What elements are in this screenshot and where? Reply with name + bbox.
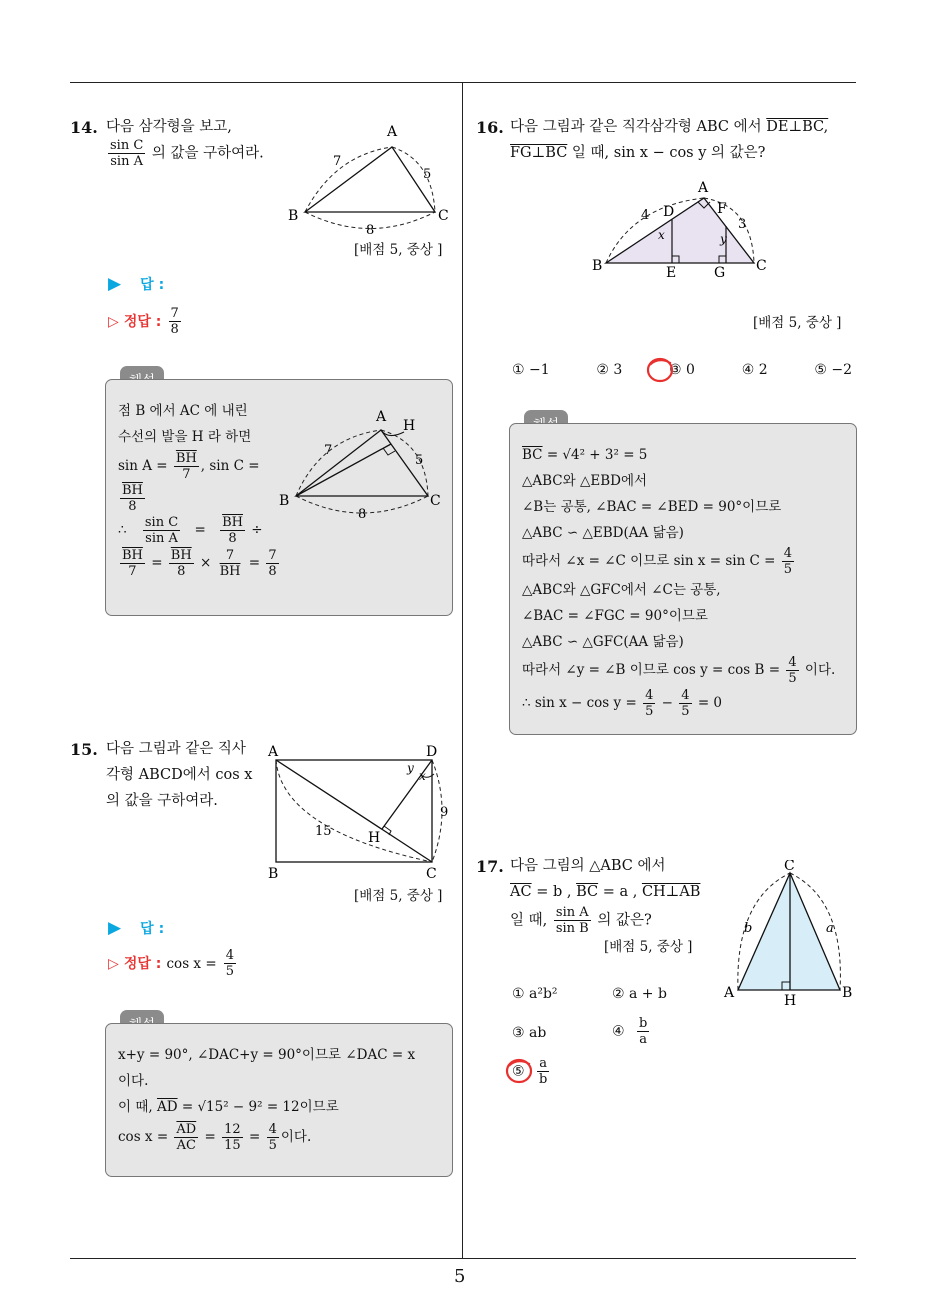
q14-correct-row — [108, 306, 183, 337]
q16-solution-box — [509, 423, 857, 735]
q14-sol-line4: $\frac{\overline{BH}}{8}$ — [122, 483, 143, 514]
outline-triangle-icon: ▷ — [108, 314, 119, 330]
q17-triangle — [738, 873, 840, 990]
bottom-rule — [70, 1258, 856, 1259]
q15-rectangle-figure — [262, 740, 462, 882]
q15-side-15: 15 — [315, 824, 332, 839]
q14-side-7: 7 — [333, 154, 342, 169]
q14-solution-figure — [276, 408, 451, 528]
q14-sol-line1: 점 B 에서 AC 에 내린 — [118, 403, 248, 419]
q16-number: 16. — [476, 118, 504, 137]
q16-sol-line3: ∠B는 공통, ∠BAC = ∠BED = 90°이므로 — [522, 499, 782, 515]
q16-choice-2[interactable]: ② 3 — [596, 362, 623, 378]
q16-label-d: D — [663, 204, 675, 220]
q14-side-8: 8 — [366, 223, 375, 238]
q16-marked-circle — [644, 355, 678, 385]
q17-choice-3[interactable]: ③ ab — [512, 1025, 547, 1041]
q14-score: [배점 5, 중상 ] — [354, 242, 443, 258]
play-icon: ▶ — [108, 918, 122, 938]
q14-correct-fraction: $\frac{7}{8}$ — [170, 306, 179, 337]
q15-sol-line2: 이다. — [118, 1073, 149, 1089]
q15-label-a: A — [268, 744, 279, 760]
q15-sol-line3: 이 때, $\overline{AD} = √15^2 - 9^2 = 12$이므로 — [118, 1099, 339, 1115]
q17-text-line3: 일 때, $\frac{\text{sin A}}{\text{sin B}}$ 의 값은? — [510, 905, 652, 936]
q17-score: [배점 5, 중상 ] — [604, 939, 693, 955]
q15-correct-prefix: cos x = — [166, 956, 217, 972]
q16-sol-line1: $\overline{BC} = √4^2 + 3^2 = 5$ — [522, 447, 648, 463]
q17-side-a: a — [826, 921, 834, 936]
q16-sol-line9: 따라서 ∠y = ∠B 이므로 cos y = cos B = $\frac{4}{5}$ 이다. — [522, 655, 836, 686]
q16-choices — [512, 362, 852, 378]
q16-sol-line6: △ABC와 △GFC에서 ∠C는 공통, — [522, 582, 721, 598]
q14-label-c: C — [438, 208, 449, 224]
q17-text-line2: $\overline{AC} = b$ , $\overline{BC} = a$ , CH⊥AB — [510, 884, 701, 900]
q14-sol-line2: 수선의 발을 H 라 하면 — [118, 429, 252, 445]
q14-number: 14. — [70, 118, 98, 137]
q16-label-g: G — [714, 265, 726, 280]
q16-triangle — [606, 198, 754, 263]
q17-number: 17. — [476, 857, 504, 876]
q16-choice-1[interactable]: ① −1 — [512, 362, 550, 378]
page-number: 5 — [454, 1266, 466, 1287]
q16-score: [배점 5, 중상 ] — [753, 315, 842, 331]
q14-answer-label: 답 : — [140, 277, 165, 293]
q15-text-line1: 다음 그림과 같은 직사 — [106, 741, 246, 757]
q15-label-d: D — [426, 744, 438, 760]
q15-angle-y: y — [407, 761, 414, 775]
q17-label-a: A — [724, 985, 735, 1001]
q15-correct-row — [108, 948, 238, 979]
top-rule — [70, 82, 856, 83]
q16-sol-line5: 따라서 ∠x = ∠C 이므로 sin x = sin C = $\frac{4}{5}$ — [522, 546, 793, 577]
q17-choice-5[interactable]: ⑤ $\frac{a}{b}$ — [512, 1056, 548, 1087]
q15-sol-line1: x+y = 90°, ∠DAC+y = 90°이므로 ∠DAC = x — [118, 1047, 416, 1063]
q17-text — [510, 853, 700, 936]
q16-choice-3[interactable]: ③ 0 — [669, 362, 695, 378]
q14-label-a: A — [387, 124, 398, 140]
q17-choice-1[interactable]: ① a²b² — [512, 986, 558, 1002]
q14-answer-row — [108, 274, 164, 294]
q15-angle-x: x — [419, 769, 426, 783]
q16-sol-line8: △ABC ∽ △GFC(AA 닮음) — [522, 634, 684, 650]
q14-label-b: B — [288, 208, 299, 224]
q14-fraction: $\frac{\text{sin C}}{\text{sin A}}$ — [110, 138, 144, 169]
q14-sol-label-b: B — [279, 493, 290, 509]
column-divider — [462, 83, 463, 1258]
q16-triangle-figure — [592, 176, 772, 280]
q14-triangle-figure — [280, 120, 460, 238]
q15-sol-line4: cos x = $\frac{\overline{AD}}{AC}$ = $\frac{12}{15}$ = $\frac{4}{5}$ 이다. — [118, 1122, 312, 1153]
q14-text-line1: 다음 삼각형을 보고, — [106, 119, 232, 135]
q15-score: [배점 5, 중상 ] — [354, 888, 443, 904]
q16-sol-line7: ∠BAC = ∠FGC = 90°이므로 — [522, 608, 708, 624]
q16-label-c: C — [756, 258, 767, 274]
q16-choice-4[interactable]: ④ 2 — [741, 362, 768, 378]
q15-text-line2: 각형 ABCD에서 cos x — [106, 767, 253, 783]
q14-solution-box — [105, 379, 453, 616]
q17-choice-2[interactable]: ② a + b — [612, 986, 667, 1002]
q15-solution-box — [105, 1023, 453, 1177]
q16-sol-line2: △ABC와 △EBD에서 — [522, 473, 648, 489]
q14-sol-line6: $\frac{\overline{BH}}{7}$ = $\frac{\overline{BH}}{8}$ × $\frac{7}{BH}$ = $\frac{7}{8}$ — [122, 548, 277, 579]
q14-text-line2: 의 값을 구하여라. — [151, 145, 264, 162]
q17-label-b: B — [842, 985, 853, 1001]
q14-sol-side-7: 7 — [324, 443, 333, 458]
q15-answer-row — [108, 918, 164, 938]
q16-label-a: A — [698, 180, 709, 196]
q16-side-4: 4 — [641, 208, 650, 223]
q15-correct-label: 정답 : — [123, 956, 162, 972]
q14-sol-side-5: 5 — [415, 453, 424, 468]
q14-text — [106, 114, 264, 169]
q17-label-h: H — [784, 993, 797, 1009]
q15-side-9: 9 — [440, 805, 449, 820]
q16-angle-y: y — [720, 232, 727, 246]
q17-triangle-figure — [720, 860, 860, 1010]
q17-label-c: C — [784, 860, 795, 874]
q16-sol-line10: ∴ sin x − cos y = $\frac{4}{5}$ − $\frac{4}{5}$ = 0 — [522, 688, 723, 719]
q16-choice-5[interactable]: ⑤ −2 — [814, 362, 852, 378]
q15-diagonal-ac — [276, 760, 432, 862]
q15-text — [106, 736, 252, 814]
q16-angle-x: x — [658, 228, 665, 242]
q14-correct-label: 정답 : — [123, 314, 162, 330]
q14-side-5: 5 — [423, 167, 432, 182]
q17-marked-circle — [503, 1056, 537, 1086]
q17-choice-4[interactable]: ④ $\frac{b}{a}$ — [612, 1016, 648, 1047]
q15-label-h: H — [368, 830, 381, 846]
q14-sol-label-h: H — [403, 418, 416, 434]
q15-label-c: C — [426, 866, 437, 882]
q14-sol-label-c: C — [430, 493, 441, 509]
q14-sol-label-a: A — [376, 409, 387, 425]
q15-label-b: B — [268, 866, 279, 882]
q14-sol-side-8: 8 — [358, 507, 367, 522]
q14-triangle — [305, 147, 435, 212]
q17-text-line1: 다음 그림의 △ABC 에서 — [510, 858, 666, 874]
q15-correct-fraction: $\frac{4}{5}$ — [225, 948, 234, 979]
q16-text — [510, 114, 828, 166]
q16-sol-line4: △ABC ∽ △EBD(AA 닮음) — [522, 525, 684, 541]
play-icon: ▶ — [108, 274, 122, 294]
q14-sol-line3: sin A = $\frac{\overline{BH}}{7}$ , sin C = — [118, 451, 260, 482]
q16-label-e: E — [666, 265, 677, 280]
q15-number: 15. — [70, 740, 98, 759]
q16-label-f: F — [717, 201, 727, 217]
q17-side-b: b — [744, 921, 753, 936]
q16-label-b: B — [592, 258, 603, 274]
q14-sol-line5: ∴ $\frac{\text{sin C}}{\text{sin A}}$ = $\frac{\overline{BH}}{8}$ ÷ — [118, 515, 263, 546]
q15-text-line3: 의 값을 구하여라. — [106, 793, 218, 809]
q15-answer-label: 답 : — [140, 921, 165, 937]
q16-side-3: 3 — [738, 217, 747, 232]
outline-triangle-icon: ▷ — [108, 956, 119, 972]
q16-text-line1: 다음 그림과 같은 직각삼각형 ABC 에서 DE⊥BC, — [510, 119, 829, 135]
q16-text-line2: FG⊥BC 일 때, sin x − cos y 의 값은? — [510, 145, 766, 161]
